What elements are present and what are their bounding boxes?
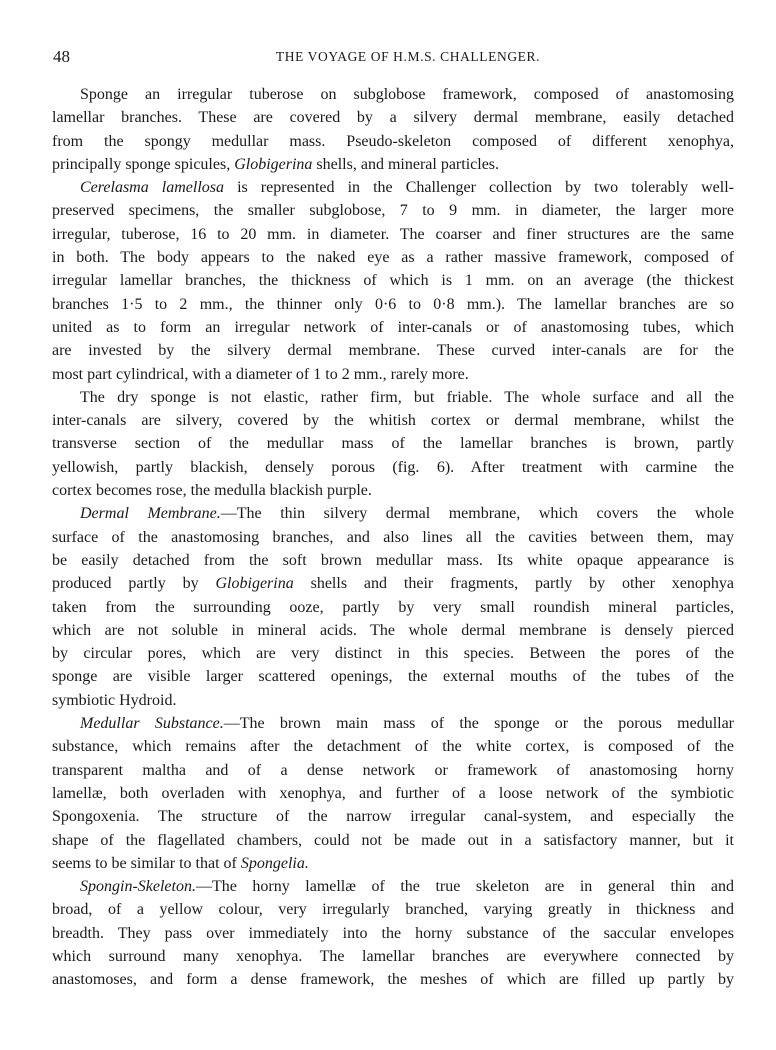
text-line: irregular lamellar branches, the thickness of which is 1 mm. on an average (the thickest xyxy=(52,272,734,290)
paragraph-dry-sponge xyxy=(52,386,734,502)
text-line: by circular pores, which are very distinct in this species. Between the pores of the xyxy=(52,645,734,663)
page-number: 48 xyxy=(53,47,70,66)
text-fragment: is represented in the Challenger collection by two tolerably well- xyxy=(224,179,735,197)
paragraph-dermal-membrane xyxy=(52,502,734,712)
text-line: be easily detached from the soft brown medullar mass. Its white opaque appearance is xyxy=(52,551,734,569)
text-fragment: —The thin silvery dermal membrane, which covers the whole xyxy=(220,505,735,523)
text-line: transverse section of the medullar mass of the lamellar branches is brown, partly xyxy=(52,435,734,453)
text-line: sponge are visible larger scattered openings, the external mouths of the tubes of the xyxy=(52,668,734,686)
text-line: Sponge an irregular tuberose on subglobose framework, composed of anastomosing xyxy=(80,86,734,103)
text-fragment: seems to be similar to that of xyxy=(52,854,241,872)
text-line: cortex becomes rose, the medulla blackish purple. xyxy=(52,482,372,500)
text-line xyxy=(52,875,734,898)
paragraph-intro xyxy=(52,83,734,176)
body-text xyxy=(52,83,734,992)
text-line: which surround many xenophya. The lamellar branches are everywhere connected by xyxy=(52,947,734,965)
text-line: in both. The body appears to the naked eye as a rather massive framework, composed of xyxy=(52,249,734,267)
text-fragment: produced partly by xyxy=(52,575,216,593)
text-line: lamellar branches. These are covered by a silvery dermal membrane, easily detached xyxy=(52,109,734,127)
text-line xyxy=(52,572,734,595)
text-fragment: shells, and mineral particles. xyxy=(312,155,500,173)
text-line: transparent maltha and of a dense network or framework of anastomosing horny xyxy=(52,761,734,779)
text-fragment: —The horny lamellæ of the true skeleton are in general thin and xyxy=(195,878,734,896)
text-line: symbiotic Hydroid. xyxy=(52,691,177,709)
text-line xyxy=(52,852,734,875)
text-fragment: principally sponge spicules, xyxy=(52,155,235,173)
paragraph-spongin-skeleton xyxy=(52,875,734,991)
header-title: THE VOYAGE OF H.M.S. CHALLENGER. xyxy=(275,49,541,64)
text-line: branches 1·5 to 2 mm., the thinner only 0·6 to 0·8 mm.). The lamellar branches are so xyxy=(52,295,734,313)
text-line xyxy=(52,502,734,525)
text-fragment: —The brown main mass of the sponge or the porous medullar xyxy=(223,715,735,733)
text-line: lamellæ, both overladen with xenophya, and further of a loose network of the symbiotic xyxy=(52,784,734,802)
paragraph-cerelasma xyxy=(52,176,734,386)
text-line: united as to form an irregular network of inter-canals or of anastomosing tubes, which xyxy=(52,318,734,336)
italic-taxon: Globigerina xyxy=(234,155,313,173)
section-heading: Spongin-Skeleton. xyxy=(80,878,196,896)
italic-taxon: Globigerina xyxy=(215,575,294,593)
text-line: The dry sponge is not elastic, rather firm, but friable. The whole surface and all the xyxy=(80,388,734,406)
italic-taxon: Spongelia. xyxy=(240,854,309,872)
text-line: shape of the flagellated chambers, could not be made out in a satisfactory manner, but it xyxy=(52,831,734,849)
text-line xyxy=(52,712,734,735)
section-heading: Medullar Substance. xyxy=(80,715,224,733)
paragraph-medullar-substance xyxy=(52,712,734,875)
text-line: yellowish, partly blackish, densely porous (fig. 6). After treatment with carmine the xyxy=(52,458,734,476)
text-line: which are not soluble in mineral acids. The whole dermal membrane is densely pierced xyxy=(52,621,734,639)
text-fragment: shells and their fragments, partly by other xenophya xyxy=(293,575,734,593)
section-heading: Dermal Membrane. xyxy=(80,505,221,523)
text-line: irregular, tuberose, 16 to 20 mm. in diameter. The coarser and finer structures are the same xyxy=(52,225,734,243)
text-line: taken from the surrounding ooze, partly by very small roundish mineral particles, xyxy=(52,598,734,616)
text-line: broad, of a yellow colour, very irregularly branched, varying greatly in thickness and xyxy=(52,901,734,919)
text-line: from the spongy medullar mass. Pseudo-skeleton composed of different xenophya, xyxy=(52,132,734,150)
text-line: substance, which remains after the detachment of the white cortex, is composed of the xyxy=(52,738,734,756)
text-line: preserved specimens, the smaller subglobose, 7 to 9 mm. in diameter, the larger more xyxy=(52,202,734,220)
text-line: surface of the anastomosing branches, and also lines all the cavities between them, may xyxy=(52,528,734,546)
text-line: anastomoses, and form a dense framework, the meshes of which are filled up partly by xyxy=(52,971,734,989)
running-header xyxy=(53,47,733,69)
text-line xyxy=(52,153,734,176)
text-line: inter-canals are silvery, covered by the whitish cortex or dermal membrane, whilst the xyxy=(52,412,734,430)
text-line: are invested by the silvery dermal membrane. These curved inter-canals are for the xyxy=(52,342,734,360)
text-line: Spongoxenia. The structure of the narrow irregular canal-system, and especially the xyxy=(52,808,734,826)
text-line: breadth. They pass over immediately into the horny substance of the saccular envelopes xyxy=(52,924,734,942)
text-line: most part cylindrical, with a diameter of 1 to 2 mm., rarely more. xyxy=(52,365,469,383)
text-line xyxy=(52,176,734,199)
italic-taxon: Cerelasma lamellosa xyxy=(80,179,225,197)
